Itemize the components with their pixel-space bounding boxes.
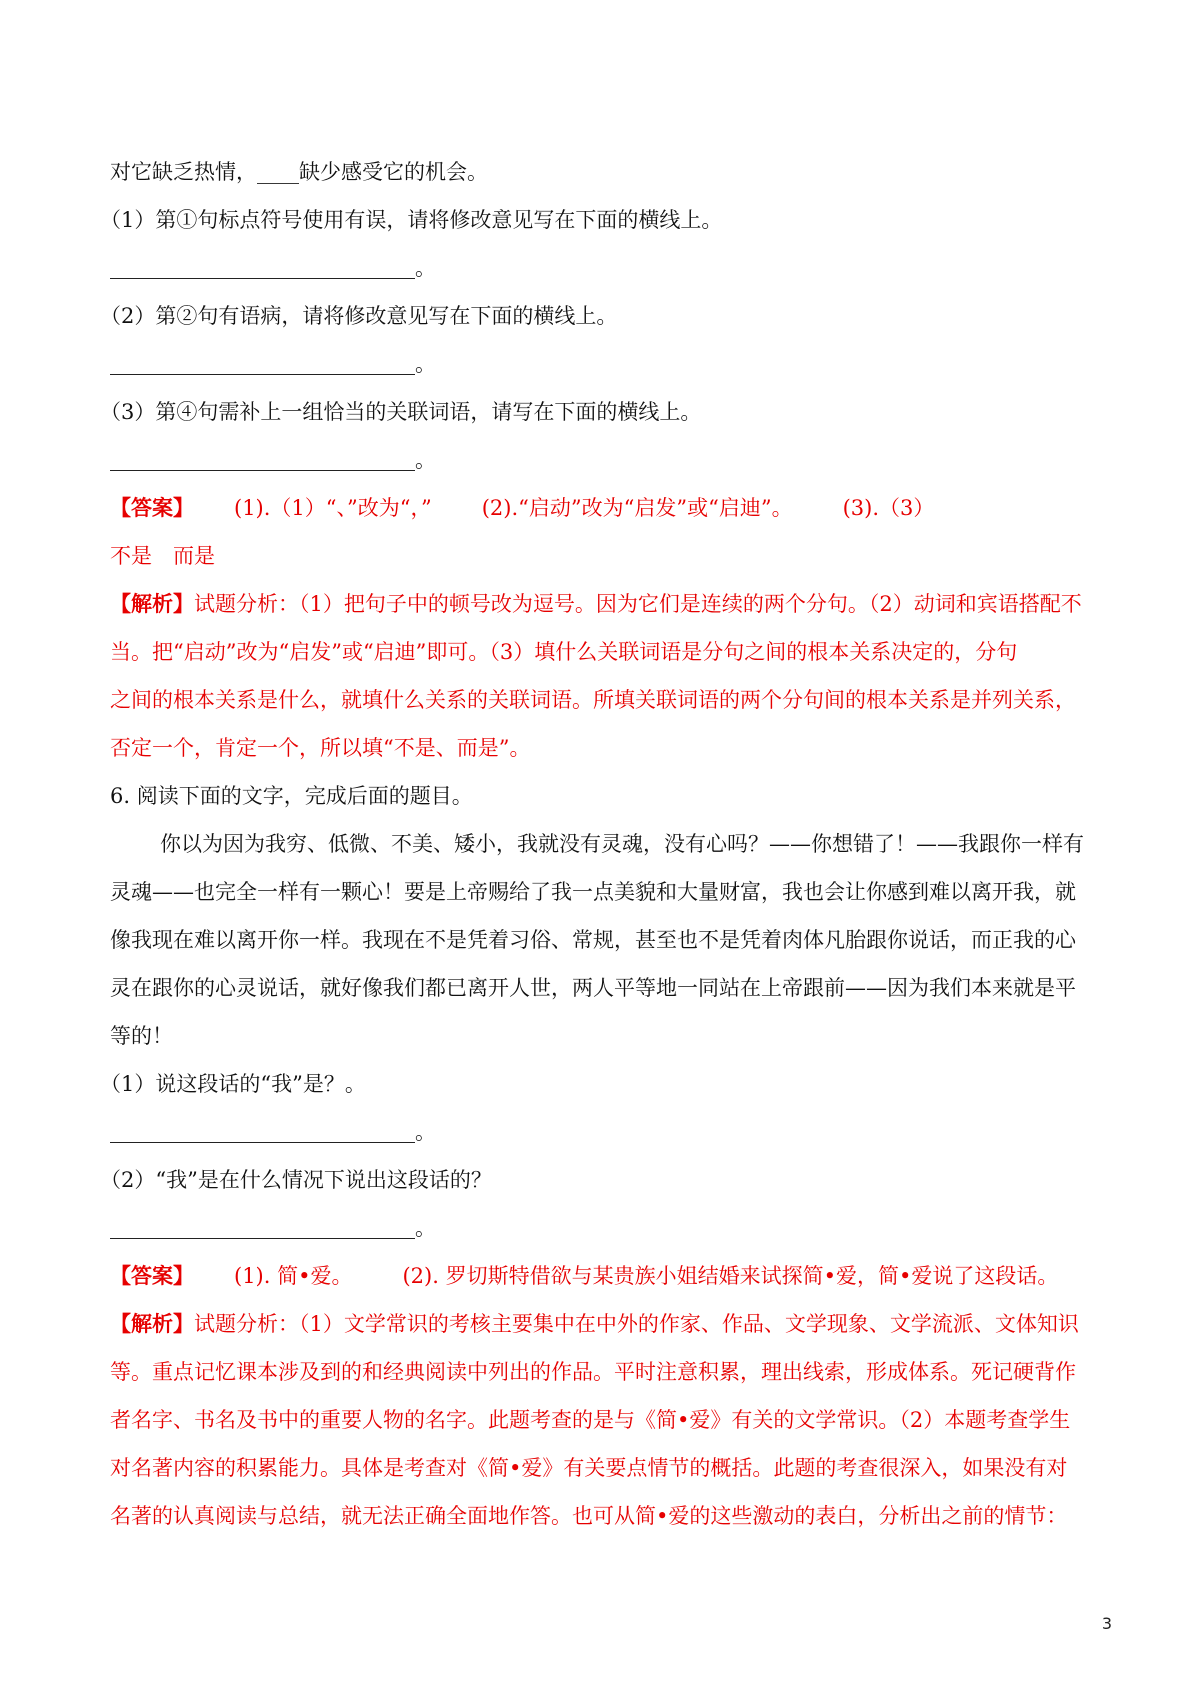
blank-underline: [110, 1216, 415, 1239]
q5-analysis-line: 之间的根本关系是什么，就填什么关系的关联词语。所填关联词语的两个分句间的根本关系是并列关系，: [110, 688, 1076, 712]
q6-passage-line: 灵在跟你的心灵说话，就好像我们都已离开人世，两人平等地一同站在上帝跟前——因为我们本来就是平: [110, 976, 1076, 1000]
q6-analysis-line: 名著的认真阅读与总结，就无法正确全面地作答。也可从简•爱的这些激动的表白，分析出之前的情节：: [110, 1504, 1068, 1528]
q6-analysis-line: 对名著内容的积累能力。具体是考查对《简•爱》有关要点情节的概括。此题的考查很深入，如果没有对: [110, 1456, 1068, 1480]
q5-analysis-line: 当。把“启动”改为“启发”或“启迪”即可。（3）填什么关联词语是分句之间的根本关系决定的，分句: [110, 640, 1018, 664]
blank-underline: [110, 256, 415, 279]
q5-answer-continuation: 不是 而是: [110, 544, 215, 568]
q6-sub-question-1: （1）说这段话的“我”是？。: [100, 1072, 366, 1096]
q5-answer: [110, 484, 1100, 532]
q5-sub-question-3: （3）第④句需补上一组恰当的关联词语，请写在下面的横线上。: [100, 400, 702, 424]
q6-answer: [110, 1252, 1100, 1300]
q6-passage-line: 你以为因为我穷、低微、不美、矮小，我就没有灵魂，没有心吗？——你想错了！——我跟你一样有: [160, 832, 1084, 856]
q5-sub-question-1: （1）第①句标点符号使用有误，请将修改意见写在下面的横线上。: [100, 208, 723, 232]
q5-answer-blank-3[interactable]: 。: [110, 436, 1100, 484]
answer-part-2: (2).“启动”改为“启发”或“启迪”。: [481, 496, 793, 520]
blank-underline: [110, 1120, 415, 1143]
q5-answer-blank-1[interactable]: 。: [110, 244, 1100, 292]
analysis-label: 【解析】: [110, 1311, 194, 1336]
q6-analysis-line: 者名字、书名及书中的重要人物的名字。此题考查的是与《简•爱》有关的文学常识。（2）本题考查学生: [110, 1408, 1071, 1432]
q6-answer-blank-2[interactable]: 。: [110, 1204, 1100, 1252]
q5-answer-blank-2[interactable]: 。: [110, 340, 1100, 388]
answer-part-2: (2). 罗切斯特借欲与某贵族小姐结婚来试探简•爱，简•爱说了这段话。: [402, 1264, 1059, 1288]
blank-underline: [110, 448, 415, 471]
q6-analysis-line: 【解析】试题分析：（1）文学常识的考核主要集中在中外的作家、作品、文学现象、文学流派、文体知识: [110, 1311, 1079, 1336]
q6-passage-line: 像我现在难以离开你一样。我现在不是凭着习俗、常规，甚至也不是凭着肉体凡胎跟你说话，而正我的心: [110, 928, 1076, 952]
answer-label: 【答案】: [110, 495, 194, 520]
q5-sub-question-2: （2）第②句有语病，请将修改意见写在下面的横线上。: [100, 304, 618, 328]
q6-sub-question-2: （2）“我”是在什么情况下说出这段话的？: [100, 1168, 492, 1192]
blank-underline: [110, 352, 415, 375]
q6-passage-line: 等的！: [110, 1024, 173, 1048]
q6-answer-blank-1[interactable]: 。: [110, 1108, 1100, 1156]
answer-part-3: (3).（3）: [842, 496, 935, 520]
q5-analysis-line: 【解析】试题分析：（1）把句子中的顿号改为逗号。因为它们是连续的两个分句。（2）动词和宾语搭配不: [110, 591, 1082, 616]
analysis-label: 【解析】: [110, 591, 194, 616]
q5-continuation-line: 对它缺乏热情，____缺少感受它的机会。: [110, 160, 488, 184]
q6-passage-line: 灵魂——也完全一样有一颗心！要是上帝赐给了我一点美貌和大量财富，我也会让你感到难以离开我，就: [110, 880, 1076, 904]
q6-analysis-line: 等。重点记忆课本涉及到的和经典阅读中列出的作品。平时注意积累，理出线索，形成体系。死记硬背作: [110, 1360, 1076, 1384]
page-number: 3: [1101, 1614, 1112, 1633]
answer-label: 【答案】: [110, 1263, 194, 1288]
q5-analysis-line: 否定一个，肯定一个，所以填“不是、而是”。: [110, 736, 531, 760]
answer-part-1: (1).（1）“、”改为“，”: [234, 496, 432, 520]
answer-part-1: (1). 简•爱。: [234, 1264, 353, 1288]
q6-title: 6. 阅读下面的文字，完成后面的题目。: [110, 784, 473, 808]
